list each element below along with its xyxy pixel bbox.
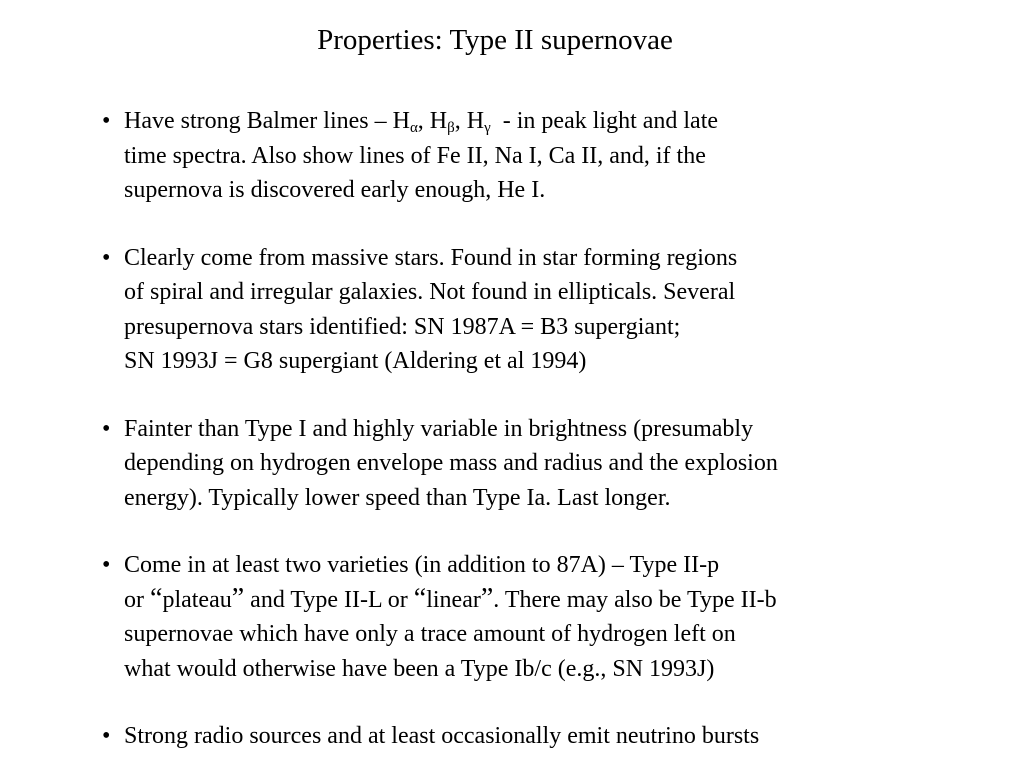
text-span: plateau <box>162 586 232 613</box>
bullet-item-massive-stars <box>100 241 1000 379</box>
bullet-dot-icon: • <box>102 415 111 442</box>
text-span: Have strong Balmer lines – H <box>124 108 410 134</box>
bullet-line: Strong radio sources and at least occasionally emit neutrino bursts <box>124 723 760 749</box>
bullet-item-brightness <box>100 412 1000 516</box>
bullet-dot-icon: • <box>102 723 111 749</box>
bullet-line: depending on hydrogen envelope mass and radius and the explosion <box>124 450 778 476</box>
bullet-line: Come in at least two varieties (in addition to 87A) – Type II-p <box>124 552 720 578</box>
bullet-line <box>124 583 1000 618</box>
bullet-line: what would otherwise have been a Type Ib/c (e.g., SN 1993J) <box>124 655 715 682</box>
close-quote: ” <box>231 582 245 614</box>
subscript-gamma: γ <box>484 120 491 136</box>
text-span: or <box>124 586 150 613</box>
bullet-dot-icon: • <box>102 244 111 271</box>
text-span: , H <box>417 108 448 134</box>
bullet-item-radio-sources <box>100 719 1000 754</box>
bullet-dot-icon: • <box>102 108 111 134</box>
bullet-list <box>100 104 1000 754</box>
text-span: and Type II-L or <box>244 586 414 613</box>
bullet-line: supernova is discovered early enough, He I. <box>124 177 546 203</box>
bullet-line: Fainter than Type I and highly variable in brightness (presumably <box>124 415 754 442</box>
bullet-line: supernovae which have only a trace amount of hydrogen left on <box>124 621 736 647</box>
bullet-line: SN 1993J = G8 supergiant (Aldering et al 1994) <box>124 348 587 374</box>
slide-title: Properties: Type II supernovae <box>317 24 673 56</box>
text-span: linear <box>426 586 481 613</box>
bullet-line: time spectra. Also show lines of Fe II, Na I, Ca II, and, if the <box>124 142 706 169</box>
close-quote: ” <box>480 582 494 614</box>
text-span: . There may also be Type II-b <box>493 586 777 613</box>
bullet-line: presupernova stars identified: SN 1987A = B3 supergiant; <box>124 313 681 340</box>
text-span: , H <box>454 108 485 134</box>
bullet-line <box>124 104 1000 139</box>
bullet-item-balmer-lines <box>100 104 1000 208</box>
bullet-dot-icon: • <box>102 552 111 578</box>
bullet-line: energy). Typically lower speed than Type Ia. Last longer. <box>124 484 671 511</box>
bullet-line: of spiral and irregular galaxies. Not found in ellipticals. Several <box>124 279 736 305</box>
text-span: - in peak light and late <box>490 108 719 134</box>
open-quote: “ <box>413 582 427 614</box>
bullet-item-varieties <box>100 548 1000 686</box>
bullet-line: Clearly come from massive stars. Found in star forming regions <box>124 244 738 271</box>
subscript-beta: β <box>447 120 455 136</box>
open-quote: “ <box>150 582 163 614</box>
subscript-alpha: α <box>409 120 418 136</box>
